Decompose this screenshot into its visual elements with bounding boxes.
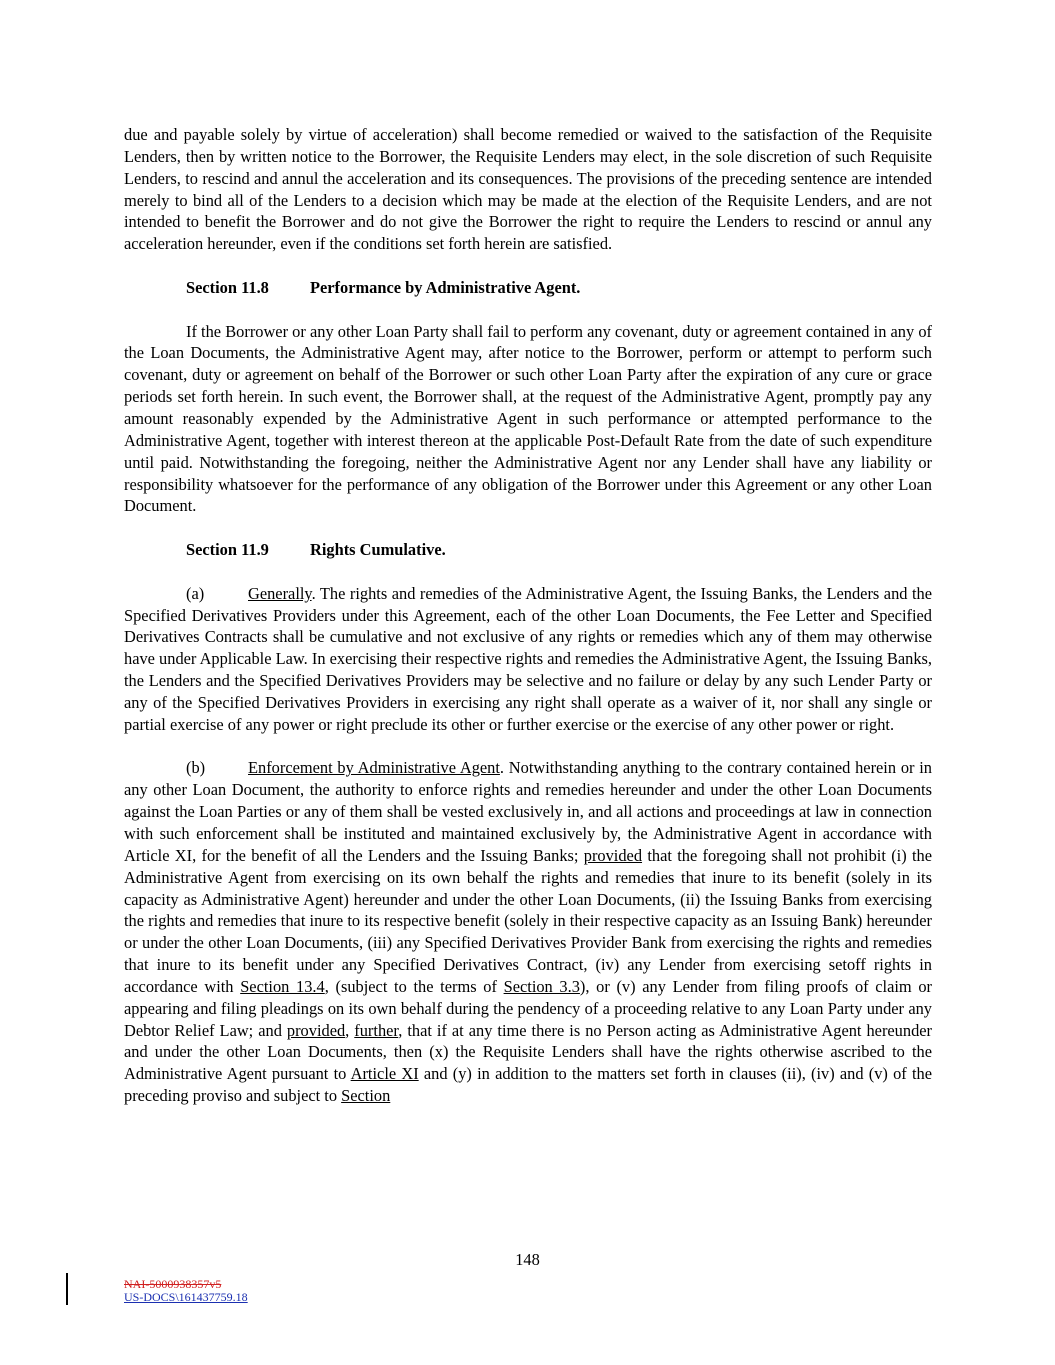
clause-label: (b) xyxy=(186,758,206,778)
provided-term: provided xyxy=(286,1020,346,1040)
section-11-8-heading xyxy=(124,277,932,299)
intro-paragraph: due and payable solely by virtue of acceleration) shall become remedied or waived to the satisfaction of the Requisite Lenders, then by written notice to the Borrower, the Requisite Lenders may elect, in the sole discretion of such Requisite Lenders, to rescind and annul the acceleration and its consequences. The provisions of the preceding sentence are intended merely to bind all of the Lenders to a decision which may be made at the election of the Requisite Lenders, and are not intended to benefit the Borrower and do not give the Borrower the right to require the Lenders to rescind or annul any acceleration hereunder, even if the conditions set forth herein are satisfied. xyxy=(124,125,932,254)
section-number: Section 11.9 xyxy=(186,540,269,560)
clause-text: and (y) in addition to the matters set forth in clauses (ii), (iv) and (v) of the preceding proviso and subject to xyxy=(124,1064,933,1106)
clause-text: ), or (v) any Lender from filing proofs of claim or appearing and filing pleadings on its own behalf during the pendency of a proceeding relative to any Loan Party under any Debtor Relief Law; and xyxy=(124,976,933,1040)
clause-text: that the foregoing shall not prohibit (i) the Administrative Agent from exercising on its own behalf the rights and remedies that inure to its benefit (solely in its capacity as Administrative Agent) hereunder and under the other Loan Documents, (ii) the Issuing Banks from exercising the rights and remedies that inure to its respective benefit (solely in their respective capacity as an Issuing Bank) hereunder or under the other Loan Documents, (iii) any Specified Derivatives Provider Bank from exercising the rights and remedies that inure to its benefit under any Specified Derivatives Contract, (iv) any Lender from exercising setoff rights in accordance with xyxy=(124,845,932,996)
provided-term: provided xyxy=(583,845,643,865)
section-title: Performance by Administrative Agent. xyxy=(310,277,581,297)
further-term: further xyxy=(354,1020,399,1040)
doc-id-deleted: NAI-5000938357v5 xyxy=(124,1277,222,1291)
clause-b-paragraph xyxy=(124,757,932,1107)
clause-text: , (subject to the terms of xyxy=(324,976,504,996)
document-id xyxy=(124,1278,248,1303)
clause-heading: Generally xyxy=(248,583,312,603)
cross-reference: Section xyxy=(341,1086,391,1106)
clause-body: . The rights and remedies of the Administrative Agent, the Issuing Banks, the Lenders and the Specified Derivatives Providers under this Agreement, each of the other Loan Documents, the Fee Letter and Specified Derivatives Contracts shall be cumulative and not exclusive of any rights or remedies which any of them may otherwise have under Applicable Law. In exercising their respective rights and remedies the Administrative Agent, the Issuing Banks, the Lenders and the Specified Derivatives Providers may be selective and no failure or delay by any such Lender Party or any of the Specified Derivatives Providers in exercising any right shall operate as a waiver of it, nor shall any single or partial exercise of any power or right preclude its other or further exercise or the exercise of any other power or right. xyxy=(124,583,932,734)
document-page xyxy=(124,124,932,1107)
page-number: 148 xyxy=(515,1250,540,1269)
change-bar xyxy=(66,1273,68,1305)
doc-id-inserted: US-DOCS\161437759.18 xyxy=(124,1289,248,1304)
cross-reference: Section 3.3 xyxy=(503,976,580,996)
clause-text: , xyxy=(345,1020,355,1040)
clause-a-paragraph xyxy=(124,583,932,736)
section-title: Rights Cumulative. xyxy=(310,540,446,560)
section-11-8-body: If the Borrower or any other Loan Party shall fail to perform any covenant, duty or agreement contained in any of the Loan Documents, the Administrative Agent may, after notice to the Borrower, perform or attempt to perform such covenant, duty or agreement on behalf of the Borrower or such other Loan Party after the expiration of any cure or grace periods set forth herein. In such event, the Borrower shall, at the request of the Administrative Agent, promptly pay any amount reasonably expended by the Administrative Agent in such performance or attempted performance to the Administrative Agent, together with interest thereon at the applicable Post-Default Rate from the date of such expenditure until paid. Notwithstanding the foregoing, neither the Administrative Agent nor any Lender shall have any liability or responsibility whatsoever for the performance of any obligation of the Borrower under this Agreement or any other Loan Document. xyxy=(124,321,932,516)
clause-text: , that if at any time there is no Person acting as Administrative Agent hereunder and under the other Loan Documents, then (x) the Requisite Lenders shall have the rights otherwise ascribed to the Administrative Agent pursuant to xyxy=(124,1020,933,1084)
section-11-9-heading xyxy=(124,539,932,561)
clause-text: . Notwithstanding anything to the contrary contained herein or in any other Loan Document, the authority to enforce rights and remedies hereunder and under the other Loan Documents against the Loan Parties or any of them shall be vested exclusively in, and all actions and proceedings at law in connection with such enforcement shall be instituted and maintained exclusively by, the Administrative Agent in accordance with Article XI, for the benefit of all the Lenders and the Issuing Banks; xyxy=(124,758,932,865)
clause-heading: Enforcement by Administrative Agent xyxy=(248,758,500,778)
cross-reference: Article XI xyxy=(350,1064,419,1084)
cross-reference: Section 13.4 xyxy=(240,976,325,996)
section-number: Section 11.8 xyxy=(186,277,269,297)
clause-label: (a) xyxy=(186,583,205,603)
